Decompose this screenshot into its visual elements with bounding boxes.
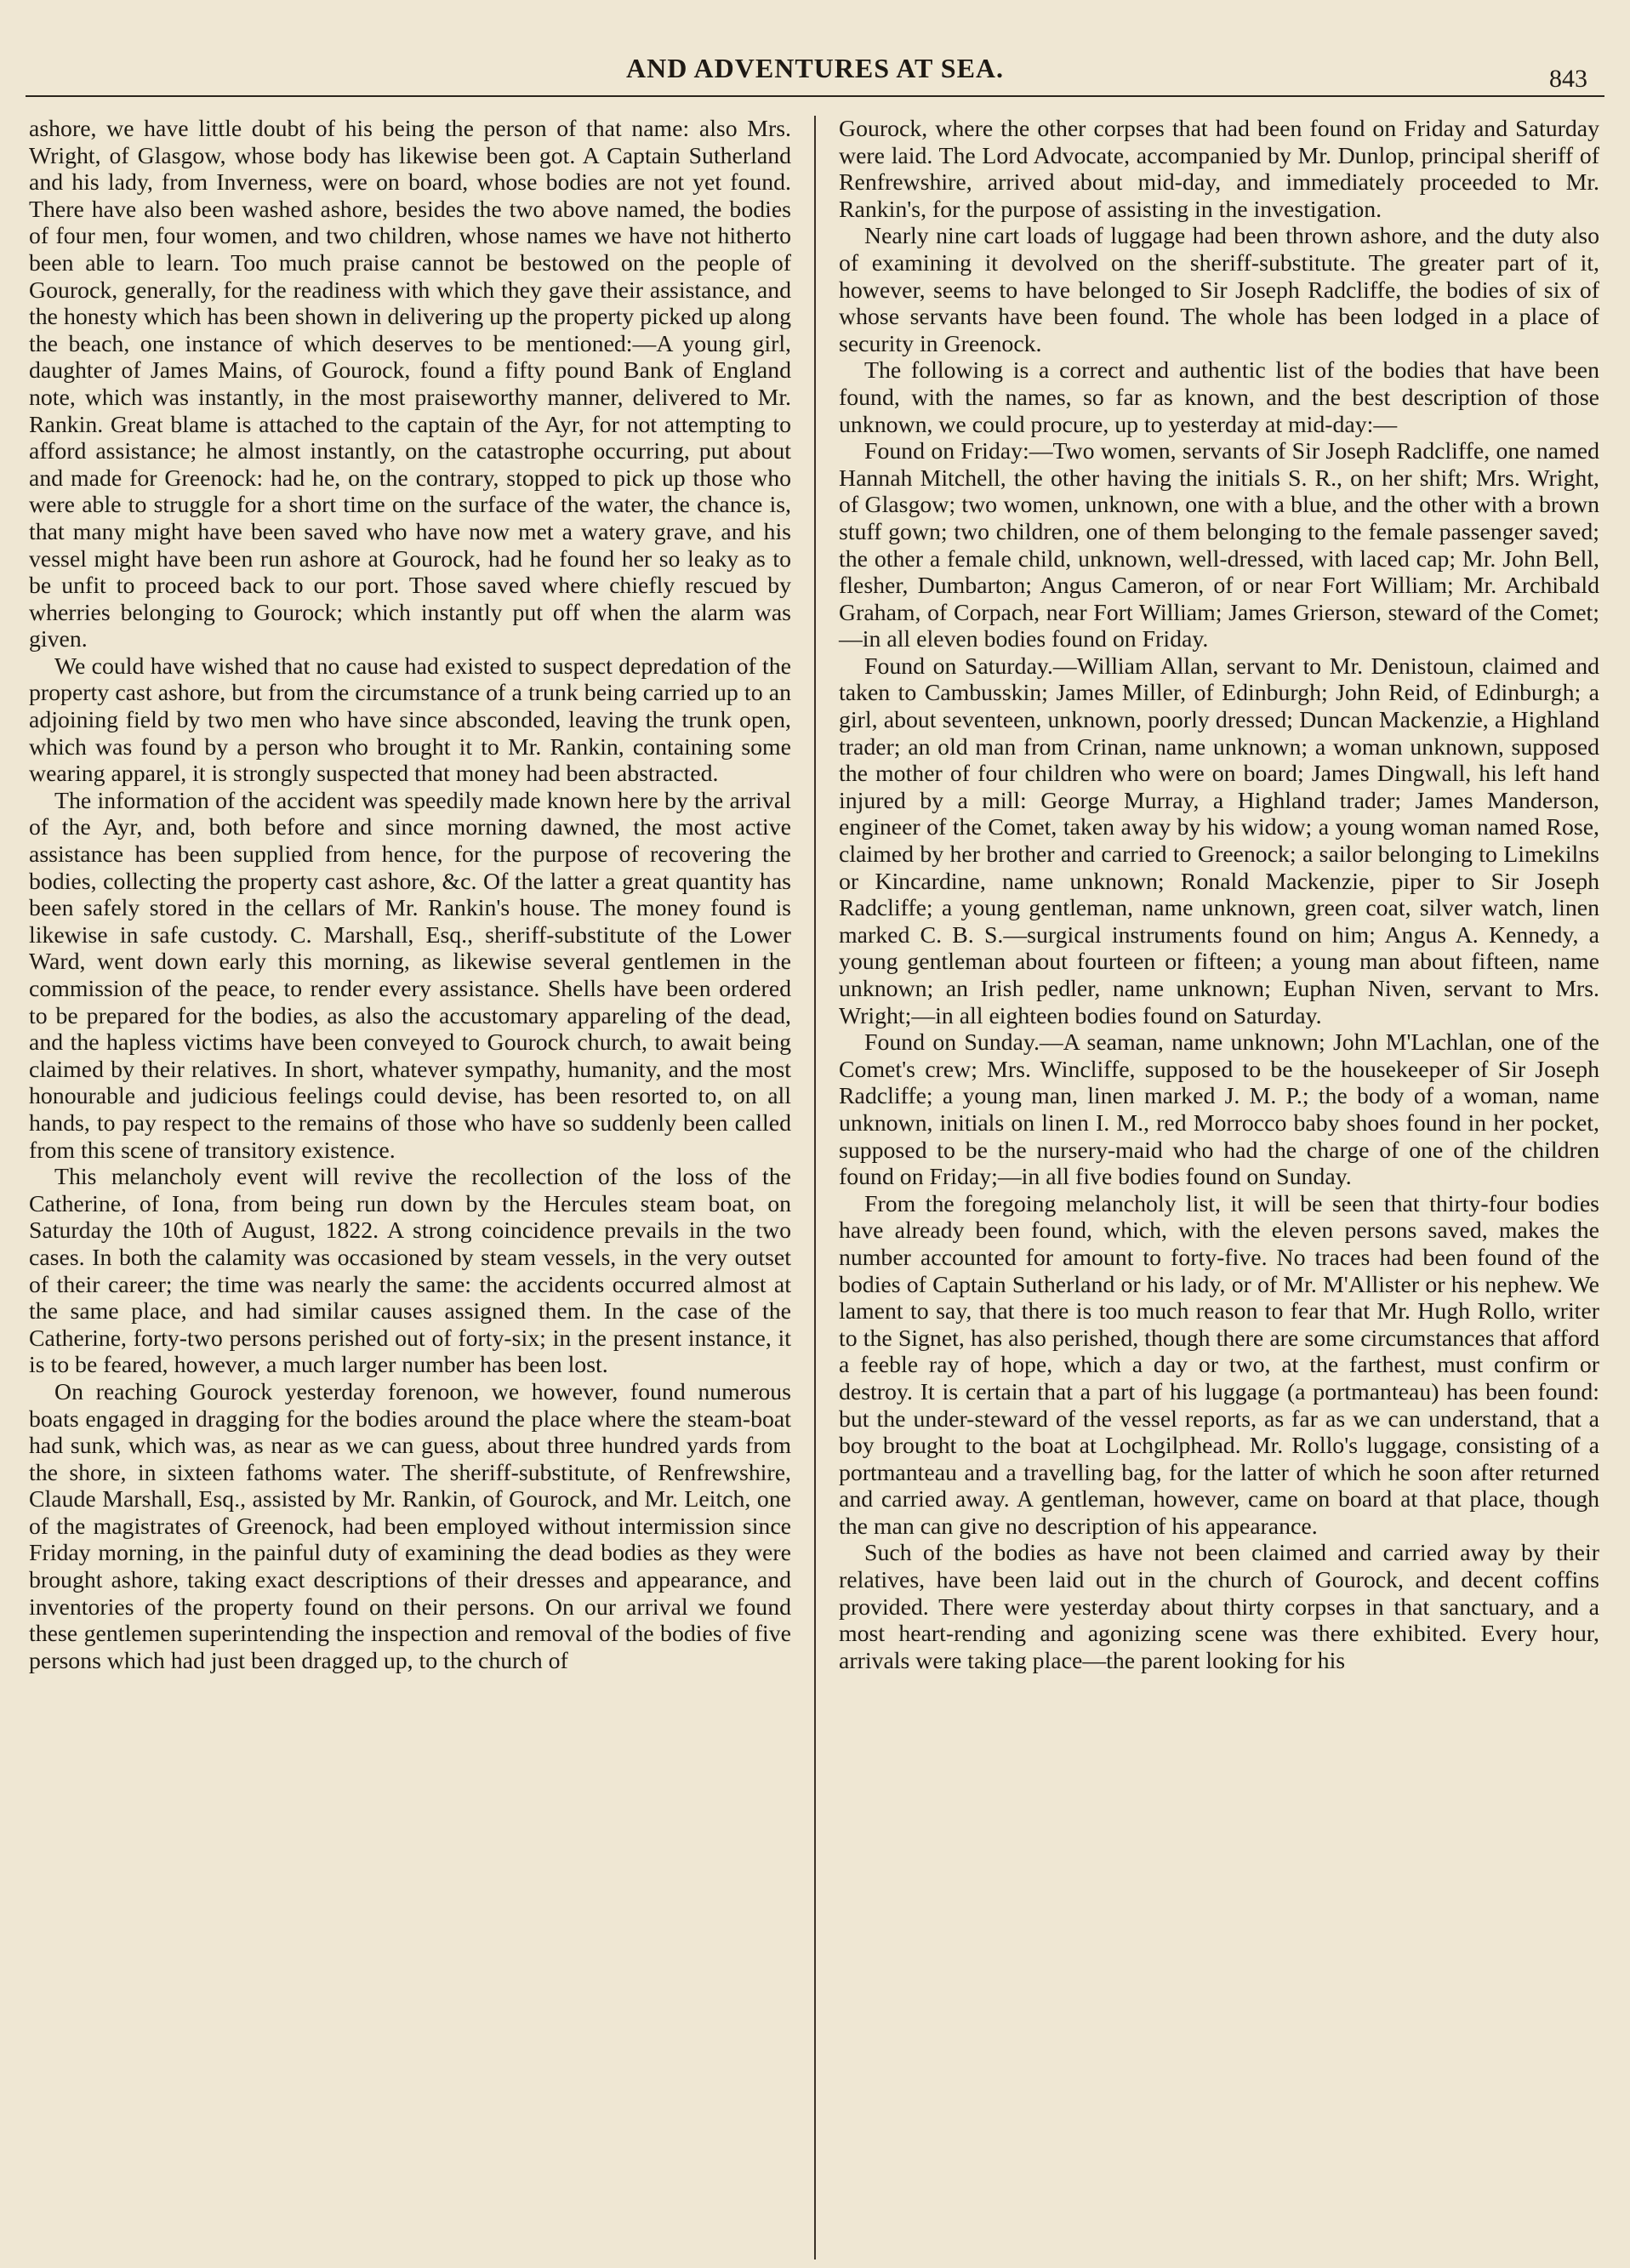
left-column <box>26 116 801 2259</box>
running-head <box>26 51 1604 97</box>
paragraph: This melancholy event will revive the recollection of the loss of the Catherine, of Iona, from being run down by the Hercules steam boat, on Saturday the 10th of August, 1822. A strong coincidence prevails in the two cases. In both the calamity was occasioned by steam vessels, in the very outset of their career; the time was nearly the same: the accidents occurred almost at the same place, and had similar causes assigned them. In the case of the Catherine, forty-two persons perished out of forty-six; in the present instance, it is to be feared, however, a much larger number has been lost. <box>29 1164 791 1379</box>
paragraph: ashore, we have little doubt of his being the person of that name: also Mrs. Wright, of Glasgow, whose body has likewise been got. A Captain Sutherland and his lady, from Inverness, were on board, whose bodies are not yet found. There have also been washed ashore, besides the two above named, the bodies of four men, four women, and two children, whose names we have not hitherto been able to learn. Too much praise cannot be bestowed on the people of Gourock, generally, for the readiness with which they gave their assistance, and the honesty which has been shown in delivering up the property picked up along the beach, one instance of which deserves to be mentioned:—A young girl, daughter of James Mains, of Gourock, found a fifty pound Bank of England note, which was instantly, in the most praiseworthy manner, delivered to Mr. Rankin. Great blame is attached to the captain of the Ayr, for not attempting to afford assistance; he almost instantly, on the catastrophe occurring, put about and made for Greenock: had he, on the contrary, stopped to pick up those who were able to struggle for a short time on the surface of the water, the chance is, that many might have been saved who have now met a watery grave, and his vessel might have been run ashore at Gourock, had he found her so leaky as to be unfit to proceed back to our port. Those saved where chiefly rescued by wherries belonging to Gourock; which instantly put off when the alarm was given. <box>29 116 791 653</box>
paragraph: Found on Saturday.—William Allan, servant to Mr. Denistoun, claimed and taken to Cambusskin; James Miller, of Edinburgh; John Reid, of Edinburgh; a girl, about seventeen, unknown, poorly dressed; Duncan Mackenzie, a Highland trader; an old man from Crinan, name unknown; a woman unknown, supposed the mother of four children who were on board; James Dingwall, his left hand injured by a mill: George Murray, a Highland trader; James Manderson, engineer of the Comet, taken away by his widow; a young woman named Rose, claimed by her brother and carried to Greenock; a sailor belonging to Limekilns or Kincardine, name unknown; Ronald Mackenzie, piper to Sir Joseph Radcliffe; a young gentleman, name unknown, green coat, silver watch, linen marked C. B. S.—surgical instruments found on him; Angus A. Kennedy, a young gentleman about fourteen or fifteen; a young man about fifteen, name unknown; an Irish pedler, name unknown; Euphan Niven, servant to Mrs. Wright;—in all eighteen bodies found on Saturday. <box>839 652 1599 1029</box>
paragraph: The information of the accident was speedily made known here by the arrival of the Ayr, and, both before and since morning dawned, the most active assistance has been supplied from hence, for the purpose of recovering the bodies, collecting the property cast ashore, &c. Of the latter a great quantity has been safely stored in the cellars of Mr. Rankin's house. The money found is likewise in safe custody. C. Marshall, Esq., sheriff-substitute of the Lower Ward, went down early this morning, as likewise several gentlemen in the commission of the peace, to render every assistance. Shells have been ordered to be prepared for the bodies, as also the accustomary appareling of the dead, and the hapless victims have been conveyed to Gourock church, to await being claimed by their relatives. In short, whatever sympathy, humanity, and the most honourable and judicious feelings could devise, has been resorted to, on all hands, to pay respect to the remains of those who have so suddenly been called from this scene of transitory existence. <box>29 787 791 1164</box>
page-title: AND ADVENTURES AT SEA. <box>625 53 1005 83</box>
paragraph: On reaching Gourock yesterday forenoon, we however, found numerous boats engaged in dragging for the bodies around the place where the steam-boat had sunk, which was, as near as we can guess, about three hundred yards from the shore, in sixteen fathoms water. The sheriff-substitute, of Renfrewshire, Claude Marshall, Esq., assisted by Mr. Rankin, of Gourock, and Mr. Leitch, one of the magistrates of Greenock, had been employed without intermission since Friday morning, in the painful duty of examining the dead bodies as they were brought ashore, taking exact descriptions of their dresses and appearance, and inventories of the property found on their persons. On our arrival we found these gentlemen superintending the inspection and removal of the bodies of five persons which had just been dragged up, to the church of <box>29 1378 791 1674</box>
paragraph: The following is a correct and authentic list of the bodies that have been found, with the names, so far as known, and the best description of those unknown, we could procure, up to yesterday at mid-day:— <box>839 357 1599 438</box>
text-columns <box>26 116 1604 2259</box>
right-column <box>829 116 1604 2259</box>
paragraph: Found on Friday:—Two women, servants of Sir Joseph Radcliffe, one named Hannah Mitchell, the other having the initials S. R., on her shift; Mrs. Wright, of Glasgow; two women, unknown, one with a blue, and the other with a brown stuff gown; two children, one of them belonging to the female passenger saved; the other a female child, unknown, well-dressed, with laced cap; Mr. John Bell, flesher, Dumbarton; Angus Cameron, of or near Fort William; Mr. Archibald Graham, of Corpach, near Fort William; James Grierson, steward of the Comet;—in all eleven bodies found on Friday. <box>839 438 1599 653</box>
paragraph: Such of the bodies as have not been claimed and carried away by their relatives, have been laid out in the church of Gourock, and decent coffins provided. There were yesterday about thirty corpses in that sanctuary, and a most heart-rending and agonizing scene was there exhibited. Every hour, arrivals were taking place—the parent looking for his <box>839 1540 1599 1674</box>
page-number: 843 <box>1549 65 1587 93</box>
column-rule <box>814 116 816 2259</box>
paragraph: Gourock, where the other corpses that had been found on Friday and Saturday were laid. The Lord Advocate, accompanied by Mr. Dunlop, principal sheriff of Renfrewshire, arrived about mid-day, and immediately proceeded to Mr. Rankin's, for the purpose of assisting in the investigation. <box>839 116 1599 223</box>
paragraph: From the foregoing melancholy list, it will be seen that thirty-four bodies have already been found, which, with the eleven persons saved, makes the number accounted for amount to forty-five. No traces had been found of the bodies of Captain Sutherland or his lady, or of Mr. M'Allister or his nephew. We lament to say, that there is too much reason to fear that Mr. Hugh Rollo, writer to the Signet, has also perished, though there are some circumstances that afford a feeble ray of hope, which a day or two, at the farthest, must confirm or destroy. It is certain that a part of his luggage (a portmanteau) has been found: but the under-steward of the vessel reports, as far as we can understand, that a boy brought to the boat at Lochgilphead. Mr. Rollo's luggage, consisting of a portmanteau and a travelling bag, for the latter of which he soon after returned and carried away. A gentleman, however, came on board at that place, though the man can give no description of his appearance. <box>839 1190 1599 1540</box>
paragraph: We could have wished that no cause had existed to suspect depredation of the property cast ashore, but from the circumstance of a trunk being carried up to an adjoining field by two men who have since absconded, leaving the trunk open, which was found by a person who brought it to Mr. Rankin, containing some wearing apparel, it is strongly suspected that money had been abstracted. <box>29 652 791 788</box>
paragraph: Found on Sunday.—A seaman, name unknown; John M'Lachlan, one of the Comet's crew; Mrs. Wincliffe, supposed to be the housekeeper of Sir Joseph Radcliffe; a young man, linen marked J. M. P.; the body of a woman, name unknown, initials on linen I. M., red Morrocco baby shoes found in her pocket, supposed to be the nursery-maid who had the charge of one of the children found on Friday;—in all five bodies found on Sunday. <box>839 1029 1599 1191</box>
paragraph: Nearly nine cart loads of luggage had been thrown ashore, and the duty also of examining it devolved on the sheriff-substitute. The greater part of it, however, seems to have belonged to Sir Joseph Radcliffe, the bodies of six of whose servants have been found. The whole has been lodged in a place of security in Greenock. <box>839 223 1599 357</box>
